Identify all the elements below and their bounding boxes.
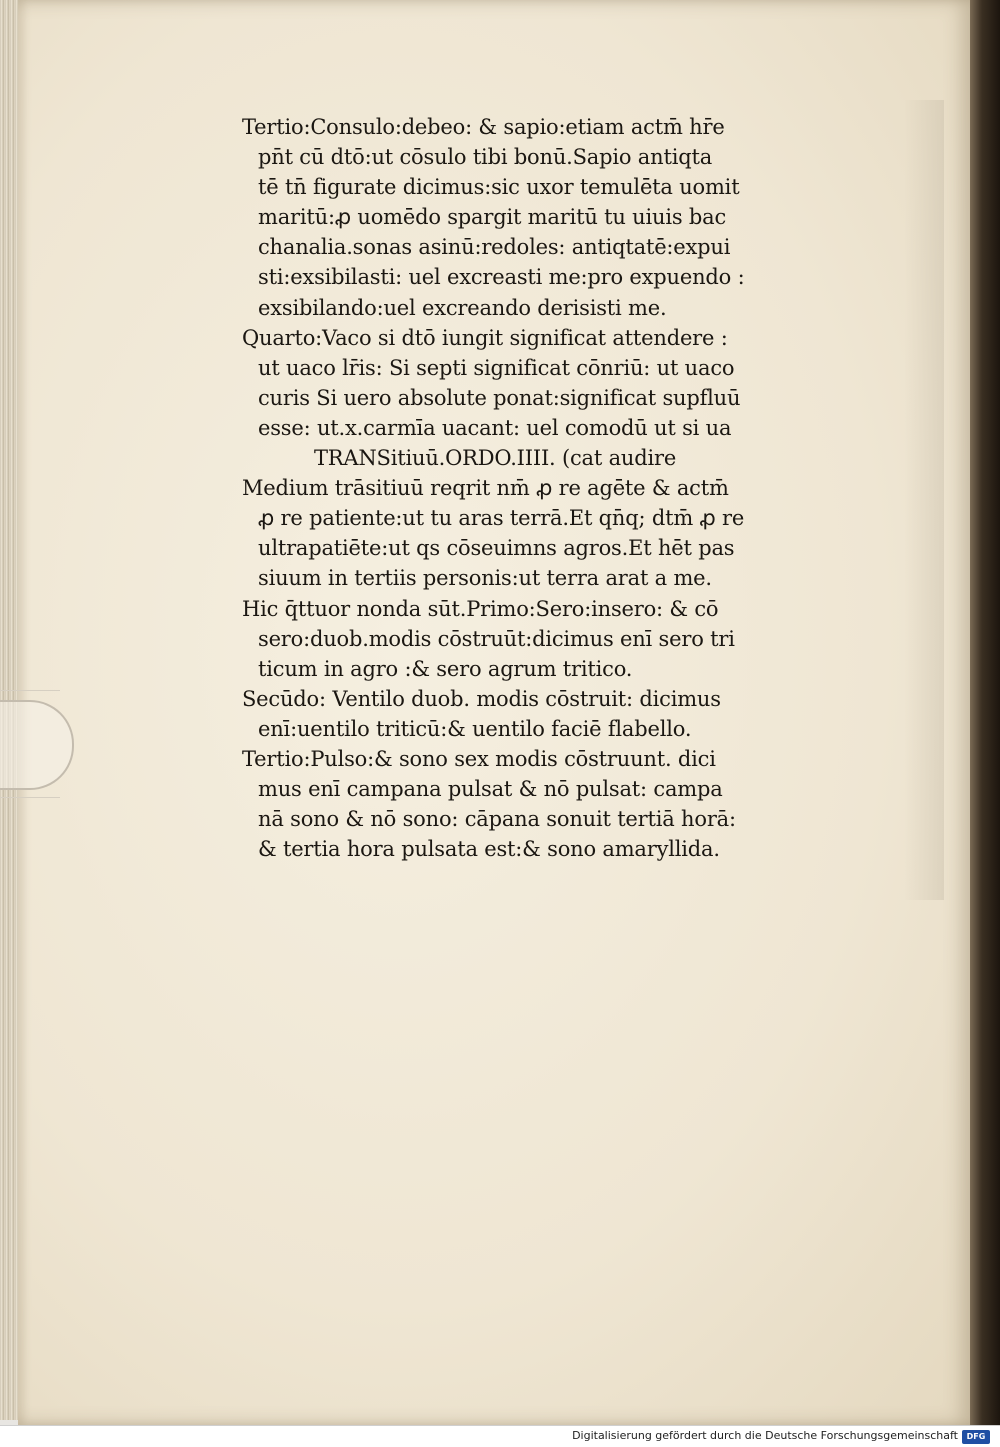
text-line: Medium trāsitiuū reqrit nm̄ ꝓ re agēte & actm̄ (242, 476, 729, 501)
book-binding (970, 0, 1000, 1425)
text-line: pn̄t cū dtō:ut cōsulo tibi bonū.Sapio antiqta (258, 145, 713, 170)
section-heading: TRANSitiuū.ORDO.IIII. (cat audire (314, 446, 677, 471)
dfg-logo-icon: DFG (962, 1430, 990, 1444)
text-line: sti:exsibilasti: uel excreasti me:pro expuendo : (258, 265, 745, 290)
text-line: maritū:ꝓ uomēdo spargit maritū tu uiuis bac (258, 205, 727, 230)
text-line: sero:duob.modis cōstruūt:dicimus enī sero tri (258, 626, 735, 651)
text-line: ut uaco lr̄is: Si septi significat cōnriū: ut uaco (258, 355, 735, 380)
text-line: esse: ut.x.carmīa uacant: uel comodū ut si ua (258, 415, 732, 440)
text-line: ꝓ re patiente:ut tu aras terrā.Et qn̄q; dtm̄ ꝓ re (258, 506, 745, 531)
text-line: mus enī campana pulsat & nō pulsat: campa (258, 777, 723, 802)
text-line: & tertia hora pulsata est:& sono amaryllida. (258, 837, 720, 862)
text-line: Tertio:Consulo:debeo: & sapio:etiam actm̄ hr̄e (242, 115, 725, 139)
text-line: tē tn̄ figurate dicimus:sic uxor temulēta uomit (258, 175, 740, 200)
text-line: chanalia.sonas asinū:redoles: antiqtatē:expui (258, 235, 731, 260)
printed-text (242, 112, 842, 864)
text-line: ticum in agro :& sero agrum tritico. (258, 656, 633, 681)
text-line: enī:uentilo triticū:& uentilo faciē flabello. (258, 716, 692, 741)
text-line: Tertio:Pulso:& sono sex modis cōstruunt. dici (242, 746, 716, 771)
show-through (904, 100, 944, 900)
text-line: exsibilando:uel excreando derisisti me. (258, 295, 667, 320)
text-line: Hic q̄ttuor nonda sūt.Primo:Sero:insero: & cō (242, 596, 719, 621)
footer-bar (0, 1425, 1000, 1447)
funding-notice: Digitalisierung gefördert durch die Deutsche Forschungsgemeinschaft (572, 1429, 958, 1442)
text-line: nā sono & nō sono: cāpana sonuit tertiā horā: (258, 807, 736, 832)
text-line: Secūdo: Ventilo duob. modis cōstruit: dicimus (242, 686, 721, 711)
text-line: Quarto:Vaco si dtō iungit significat attendere : (242, 325, 728, 350)
text-line: siuum in tertiis personis:ut terra arat a me. (258, 566, 712, 591)
text-line: ultrapatiēte:ut qs cōseuimns agros.Et hēt pas (258, 536, 735, 561)
text-line: curis Si uero absolute ponat:significat supfluū (258, 385, 741, 410)
